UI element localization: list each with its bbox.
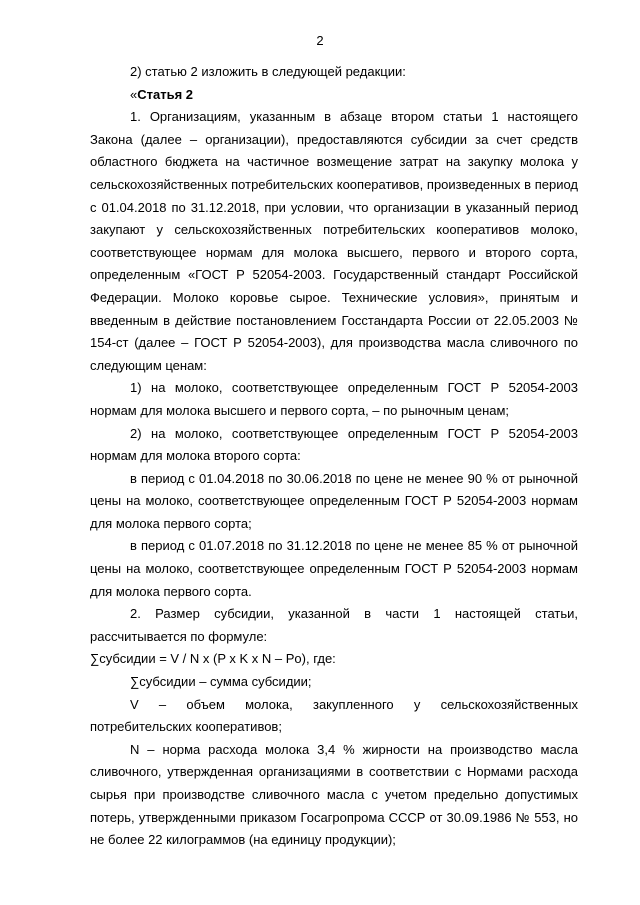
opening-quote: « [130,86,138,102]
definition-sum: ∑субсидии – сумма субсидии; [130,674,312,690]
formula: ∑субсидии = V / N x (P x K x N – Po), где: [90,651,336,667]
paragraph-1-item-2b: в период с 01.07.2018 по 31.12.2018 по цене не менее 85 % от рыночной цены на молоко, соответствующее определенным ГОСТ Р 52054-2003 нормам для молока первого сорта. [90,538,578,599]
article-heading [90,84,578,107]
intro-paragraph: 2) статью 2 изложить в следующей редакции: [130,64,406,79]
paragraph-1-item-2: 2) на молоко, соответствующее определенным ГОСТ Р 52054-2003 нормам для молока второго сорта: [90,425,578,464]
paragraph-1-item-2a: в период с 01.04.2018 по 30.06.2018 по цене не менее 90 % от рыночной цены на молоко, соответствующее определенным ГОСТ Р 52054-2003 нормам для молока первого сорта; [90,470,578,531]
paragraph-2: 2. Размер субсидии, указанной в части 1 настоящей статьи, рассчитывается по формуле: [90,606,578,644]
page-number: 2 [316,33,324,48]
definition-v: V – объем молока, закупленного у сельскохозяйственных потребительских кооперативов; [90,696,578,735]
paragraph-1: 1. Организациям, указанным в абзаце втором статьи 1 настоящего Закона (далее – организации), предоставляются субсидии за счет средств областного бюджета на частичное возмещение затрат на закупку молока у сельскохозяйственных потребительских кооперативов, произведенных в период с 01.04.2018 по 31.12.2018, при условии, что организации в указанный период закупают у сельскохозяйственных потребительских кооперативов молоко, соответствующее нормам для молока высшего, первого и второго сорта, определенным «ГОСТ Р 52054-2003. Государственный стандарт Российской Федерации. Молоко коровье сырое. Технические условия», принятым и введенным в действие постановлением Госстандарта России от 22.05.2003 № 154-ст (далее – ГОСТ Р 52054-2003), для производства масла сливочного по следующим ценам: [90,109,578,373]
paragraph-1-item-1: 1) на молоко, соответствующее определенным ГОСТ Р 52054-2003 нормам для молока высшего и первого сорта, – по рыночным ценам; [90,380,578,418]
document-body [90,61,578,852]
article-title: Статья 2 [137,86,194,102]
definition-n: N – норма расхода молока 3,4 % жирности на производство масла сливочного, утвержденная организациями в соответствии с Нормами расхода сырья при производстве сливочного масла с учетом предельно допустимых потерь, утвержденными приказом Госагропрома СССР от 30.09.1986 № 553, но не более 22 килограммов (на единицу продукции); [90,741,578,848]
